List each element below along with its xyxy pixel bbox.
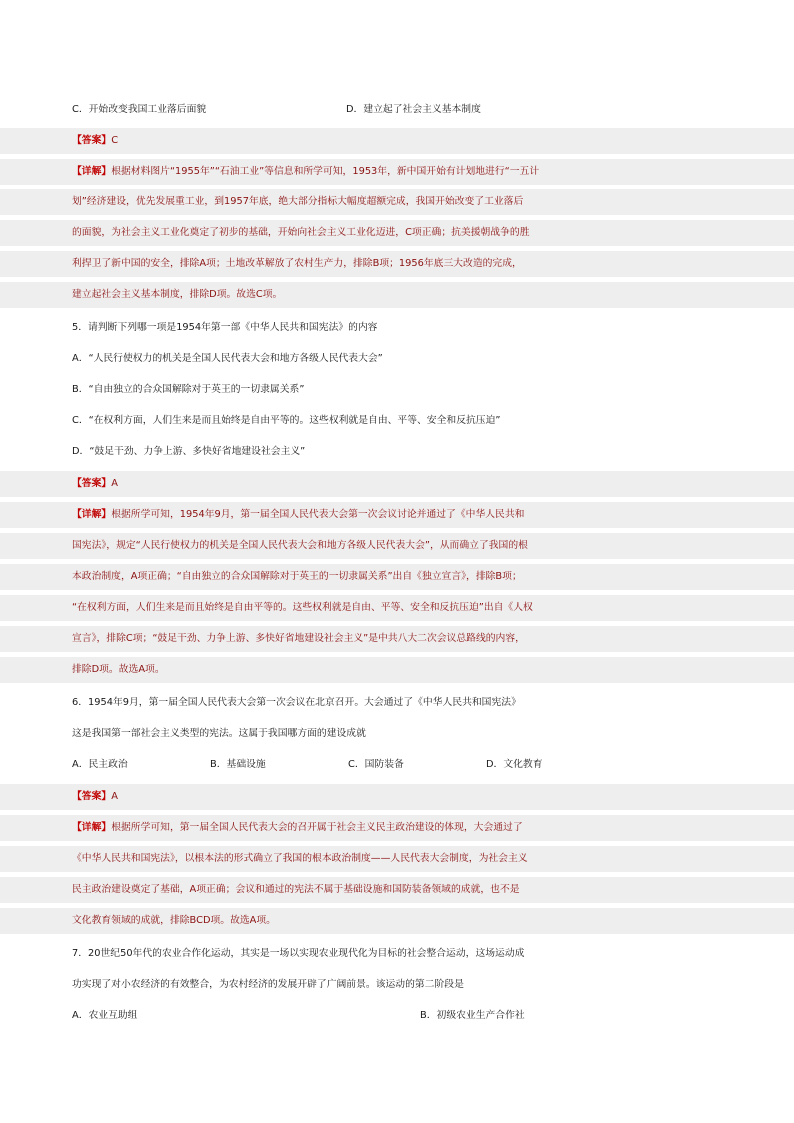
- detail-text: 划”经济建设，优先发展重工业，到1957年底，绝大部分指标大幅度超额完成，我国开始改变了工业落后: [72, 196, 524, 207]
- q6-option-d[interactable]: D．文化教育: [486, 759, 543, 770]
- detail-text: 根据所学可知，1954年9月，第一届全国人民代表大会第一次会议讨论并通过了《中华人民共和: [111, 509, 525, 520]
- answer-tag: 【答案】: [72, 135, 112, 146]
- q6-options: [0, 752, 794, 778]
- q7-options-ab: [0, 1003, 794, 1029]
- q4-detail-line: [0, 159, 794, 185]
- q5-option-d[interactable]: D．“鼓足干劲、力争上游、多快好省地建设社会主义”: [72, 446, 306, 457]
- q4-detail-line: [0, 189, 794, 215]
- q7-stem-line: 功实现了对小农经济的有效整合，为农村经济的发展开辟了广阔前景。该运动的第二阶段是: [72, 979, 464, 990]
- q5-answer: [0, 471, 794, 497]
- answer-value: A: [111, 478, 118, 489]
- detail-tag: 【详解】: [72, 509, 112, 520]
- q5-detail-line: [0, 595, 794, 621]
- q7-stem-line: 7．20世纪50年代的农业合作化运动，其实是一场以实现农业现代化为目标的社会整合运动，这场运动成: [72, 948, 525, 959]
- detail-tag: 【详解】: [72, 166, 112, 177]
- detail-text: 的面貌，为社会主义工业化奠定了初步的基础，开始向社会主义工业化迈进，C项正确；抗美援朝战争的胜: [72, 227, 530, 238]
- q5-option-a[interactable]: A．“人民行使权力的机关是全国人民代表大会和地方各级人民代表大会”: [72, 353, 383, 364]
- detail-text: 本政治制度，A项正确；“自由独立的合众国解除对于英王的一切隶属关系”出自《独立宣言》，排除B项；: [72, 571, 522, 582]
- answer-value: A: [111, 791, 118, 802]
- detail-text: 宣言》，排除C项；“鼓足干劲、力争上游、多快好省地建设社会主义”是中共八大二次会议总路线的内容，: [72, 633, 525, 644]
- q5-option-c[interactable]: C．“在权利方面，人们生来是而且始终是自由平等的。这些权利就是自由、平等、安全和反抗压迫”: [72, 415, 501, 426]
- q4-detail-line: [0, 282, 794, 308]
- answer-tag: 【答案】: [72, 791, 112, 802]
- q5-detail-line: [0, 533, 794, 559]
- q4-detail-line: [0, 251, 794, 277]
- q4-option-d[interactable]: D．建立起了社会主义基本制度: [346, 104, 481, 115]
- q4-option-c[interactable]: C．开始改变我国工业落后面貌: [72, 104, 207, 115]
- detail-text: 《中华人民共和国宪法》，以根本法的形式确立了我国的根本政治制度——人民代表大会制度，为社会主义: [72, 853, 528, 864]
- q5-detail-line: [0, 657, 794, 683]
- q4-detail-line: [0, 220, 794, 246]
- q6-detail-line: [0, 846, 794, 872]
- detail-text: 利捍卫了新中国的安全，排除A项；土地改革解放了农村生产力，排除B项；1956年底三大改造的完成，: [72, 258, 522, 269]
- detail-text: “在权利方面，人们生来是而且始终是自由平等的。这些权利就是自由、平等、安全和反抗压迫”出自《人权: [72, 602, 533, 613]
- q6-answer: [0, 784, 794, 810]
- answer-value: C: [111, 135, 119, 146]
- q5-detail-line: [0, 564, 794, 590]
- q5-detail-line: [0, 626, 794, 652]
- q6-detail-line: [0, 908, 794, 934]
- q6-option-a[interactable]: A．民主政治: [72, 759, 128, 770]
- q6-option-c[interactable]: C．国防装备: [348, 759, 404, 770]
- detail-text: 民主政治建设奠定了基础，A项正确；会议和通过的宪法不属于基础设施和国防装备领域的成就，也不是: [72, 884, 520, 895]
- q6-detail-line: [0, 815, 794, 841]
- q6-detail-line: [0, 877, 794, 903]
- detail-text: 排除D项。故选A项。: [72, 664, 165, 675]
- detail-text: 文化教育领域的成就，排除BCD项。故选A项。: [72, 915, 276, 926]
- q5-detail-line: [0, 502, 794, 528]
- detail-text: 建立起社会主义基本制度，排除D项。故选C项。: [72, 289, 283, 300]
- q4-options-cd: [0, 97, 794, 123]
- detail-tag: 【详解】: [72, 822, 112, 833]
- detail-text: 根据材料图片“1955年”“石油工业”等信息和所学可知，1953年，新中国开始有计划地进行“一五计: [111, 166, 540, 177]
- detail-text: 国宪法》，规定“人民行使权力的机关是全国人民代表大会和地方各级人民代表大会”，从而确立了我国的根: [72, 540, 528, 551]
- answer-tag: 【答案】: [72, 478, 112, 489]
- q4-answer: [0, 128, 794, 154]
- q5-stem: 5．请判断下列哪一项是1954年第一部《中华人民共和国宪法》的内容: [72, 322, 378, 333]
- q5-option-b[interactable]: B．“自由独立的合众国解除对于英王的一切隶属关系”: [72, 384, 305, 395]
- q6-stem-line: 这是我国第一部社会主义类型的宪法。这属于我国哪方面的建设成就: [72, 728, 366, 739]
- detail-text: 根据所学可知，第一届全国人民代表大会的召开属于社会主义民主政治建设的体现，大会通过了: [111, 822, 523, 833]
- q6-stem-line: 6．1954年9月，第一届全国人民代表大会第一次会议在北京召开。大会通过了《中华人民共和国宪法》: [72, 697, 521, 708]
- q7-option-a[interactable]: A．农业互助组: [72, 1010, 138, 1021]
- q6-option-b[interactable]: B．基础设施: [210, 759, 266, 770]
- q7-option-b[interactable]: B．初级农业生产合作社: [420, 1010, 525, 1021]
